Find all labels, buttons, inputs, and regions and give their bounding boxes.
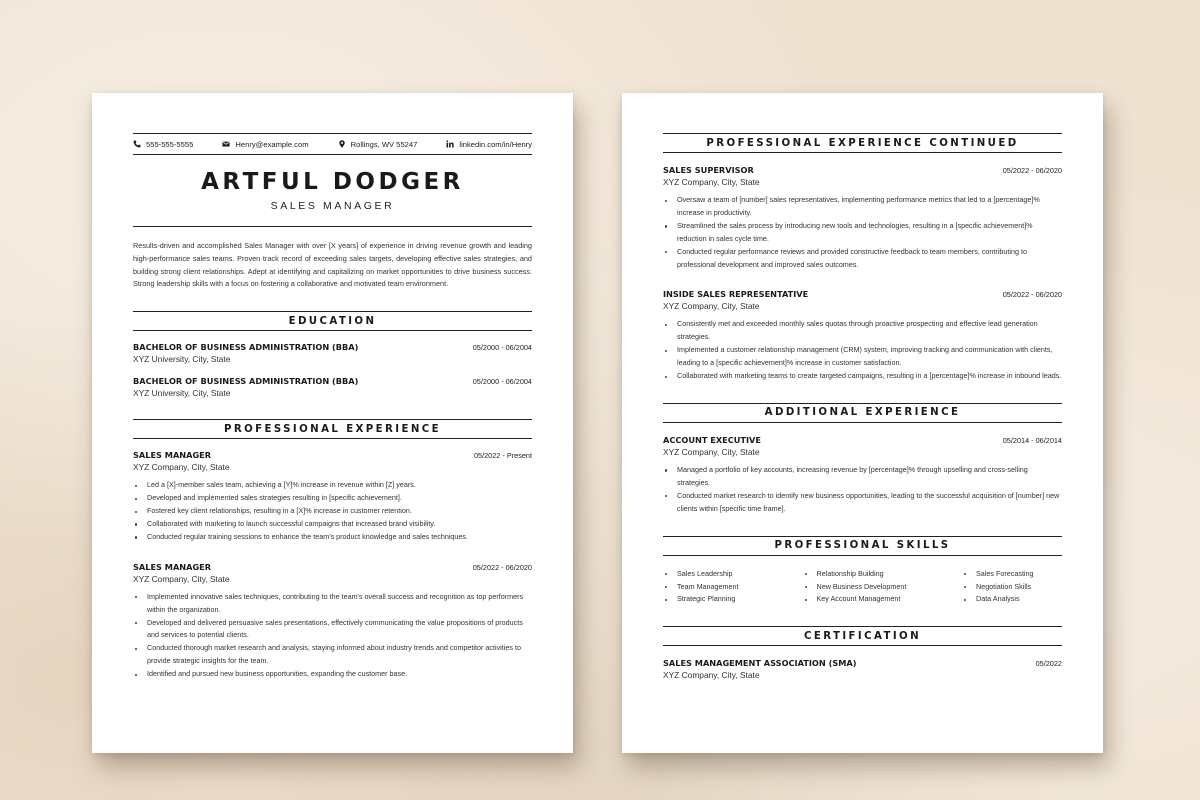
bullet-item: Developed and delivered persuasive sales presentations, effectively communicating the value propositions of products and services to potential clients.: [133, 617, 532, 643]
bullet-item: Conducted regular training sessions to enhance the team's product knowledge and sales techniques.: [133, 531, 532, 544]
certification-org: XYZ Company, City, State: [663, 670, 760, 681]
job-company: XYZ Company, City, State: [663, 446, 760, 457]
skill-item: Key Account Management: [803, 593, 953, 606]
bullet-item: Implemented innovative sales techniques, contributing to the team's overall success and recognition as top performers within the organization.: [133, 591, 532, 617]
skill-item: New Business Development: [803, 581, 953, 594]
school-name: XYZ University, City, State: [133, 388, 231, 399]
experience-heading: PROFESSIONAL EXPERIENCE: [133, 419, 532, 439]
bullet-item: Collaborated with marketing to launch successful campaigns that increased brand visibility.: [133, 518, 532, 531]
job-dates: 05/2022 - 06/2020: [1002, 166, 1062, 175]
phone-text: 555-555-5555: [146, 139, 194, 149]
certification-date: 05/2022: [1035, 659, 1062, 669]
job-company: XYZ Company, City, State: [133, 573, 230, 584]
job-title: SALES SUPERVISOR: [663, 165, 754, 175]
bullet-item: Collaborated with marketing teams to create targeted campaigns, resulting in a [percentage]% increase in inbound leads.: [663, 370, 1062, 383]
bullet-item: Consistently met and exceeded monthly sales quotas through proactive prospecting and effective lead generation strategies.: [663, 318, 1062, 344]
job-entry: [663, 289, 1062, 383]
skill-item: Negotiation Skills: [962, 581, 1062, 594]
job-dates: 05/2014 - 06/2014: [1002, 435, 1062, 445]
contact-location: [338, 140, 418, 149]
job-title: SALES MANAGER: [133, 450, 212, 461]
skill-item: Relationship Building: [803, 568, 953, 581]
education-entry: [133, 376, 532, 398]
bullet-item: Developed and implemented sales strategies resulting in [specific achievement].: [133, 492, 532, 505]
job-bullets: [133, 591, 532, 681]
bullet-item: Fostered key client relationships, resulting in a [X]% increase in customer retention.: [133, 505, 532, 518]
job-entry: [133, 450, 532, 544]
skills-column: [803, 568, 953, 607]
job-entry: [663, 165, 1062, 271]
resume-page-1: [92, 93, 573, 753]
contact-phone: [133, 140, 193, 149]
job-title: ACCOUNT EXECUTIVE: [663, 434, 761, 445]
certification-title: SALES MANAGEMENT ASSOCIATION (SMA): [663, 658, 857, 669]
skill-item: Sales Forecasting: [962, 568, 1062, 581]
job-dates: 05/2022 - Present: [473, 451, 532, 461]
bullet-item: Streamlined the sales process by introducing new tools and technologies, resulting in a [specific achievement]% reduction in sales cycle time.: [663, 220, 1062, 246]
degree-title: BACHELOR OF BUSINESS ADMINISTRATION (BBA): [133, 376, 359, 387]
candidate-title: SALES MANAGER: [270, 200, 395, 212]
bullet-item: Led a [X]-member sales team, achieving a [Y]% increase in revenue within [Z] years.: [133, 479, 532, 492]
bullet-item: Managed a portfolio of key accounts, increasing revenue by [percentage]% through upselling and cross-selling strategies.: [663, 464, 1062, 490]
certification-entry: [663, 658, 1062, 680]
skills-grid: [663, 568, 1062, 607]
contact-bar: [133, 133, 532, 155]
skills-column: [663, 568, 793, 607]
bullet-item: Identified and pursued new business opportunities, expanding the customer base.: [133, 668, 532, 681]
phone-icon: [133, 140, 141, 148]
bullet-item: Conducted regular performance reviews and provided constructive feedback to team members, contributing to professional development and improved sales outcomes.: [663, 246, 1062, 272]
candidate-name: ARTFUL DODGER: [201, 169, 464, 195]
job-entry: [133, 562, 532, 681]
job-entry: [663, 435, 1062, 516]
degree-title: BACHELOR OF BUSINESS ADMINISTRATION (BBA): [133, 342, 359, 353]
job-bullets: [133, 479, 532, 544]
bullet-item: Conducted thorough market research and analysis, staying informed about industry trends and competitor activities to provide strategic insights for the team.: [133, 642, 532, 668]
skill-item: Sales Leadership: [663, 568, 793, 581]
job-company: XYZ Company, City, State: [133, 462, 230, 473]
education-entry: [133, 342, 532, 364]
summary-paragraph: Results-driven and accomplished Sales Manager with over [X years] of experience in driving revenue growth and leading high-performance sales teams. Proven track record of exceeding sales targets, developing effective sales strategies, and building strong client relationships. Adept at identifying and capitalizing on market opportunities to drive business success. Strong leadership skills with a focus on fostering a collaborative and motivated team environment.: [133, 241, 532, 289]
skill-item: Strategic Planning: [663, 593, 793, 606]
job-title: INSIDE SALES REPRESENTATIVE: [663, 289, 809, 300]
bullet-item: Conducted market research to identify new business opportunities, leading to the successful acquisition of [number] new clients within [specific time frame].: [663, 490, 1062, 516]
job-bullets: [663, 464, 1062, 516]
experience-continued-heading: PROFESSIONAL EXPERIENCE CONTINUED: [663, 133, 1062, 153]
school-name: XYZ University, City, State: [133, 354, 231, 365]
resume-page-2: [622, 93, 1103, 753]
additional-experience-heading: ADDITIONAL EXPERIENCE: [663, 403, 1062, 423]
contact-email: [222, 140, 308, 149]
location-pin-icon: [338, 140, 346, 148]
education-dates: 05/2000 - 06/2004: [472, 377, 532, 387]
location-text: Rollings, WV 55247: [350, 139, 418, 149]
linkedin-text: linkedin.com/in/Henry: [459, 139, 532, 149]
education-dates: 05/2000 - 06/2004: [472, 343, 532, 353]
linkedin-icon: [446, 140, 454, 148]
bullet-item: Implemented a customer relationship management (CRM) system, improving tracking and communication with clients, leading to a [specific achievement]% increase in customer satisfaction.: [663, 344, 1062, 370]
bullet-item: Oversaw a team of [number] sales representatives, implementing performance metrics that led to a [percentage]% increase in productivity.: [663, 194, 1062, 220]
job-title: SALES MANAGER: [133, 561, 212, 572]
skills-column: [962, 568, 1062, 607]
job-company: XYZ Company, City, State: [663, 177, 760, 187]
skills-heading: PROFESSIONAL SKILLS: [663, 536, 1062, 556]
job-bullets: [663, 318, 1062, 383]
job-company: XYZ Company, City, State: [663, 301, 760, 312]
job-bullets: [663, 194, 1062, 271]
mail-icon: [222, 140, 230, 148]
email-text: Henry@example.com: [235, 139, 309, 149]
header-divider: [133, 226, 532, 227]
skill-item: Data Analysis: [962, 593, 1062, 606]
contact-linkedin: [446, 140, 532, 149]
skill-item: Team Management: [663, 581, 793, 594]
job-dates: 05/2022 - 06/2020: [1002, 290, 1062, 300]
education-heading: EDUCATION: [133, 311, 532, 331]
job-dates: 05/2022 - 06/2020: [472, 562, 532, 572]
certification-heading: CERTIFICATION: [663, 626, 1062, 646]
